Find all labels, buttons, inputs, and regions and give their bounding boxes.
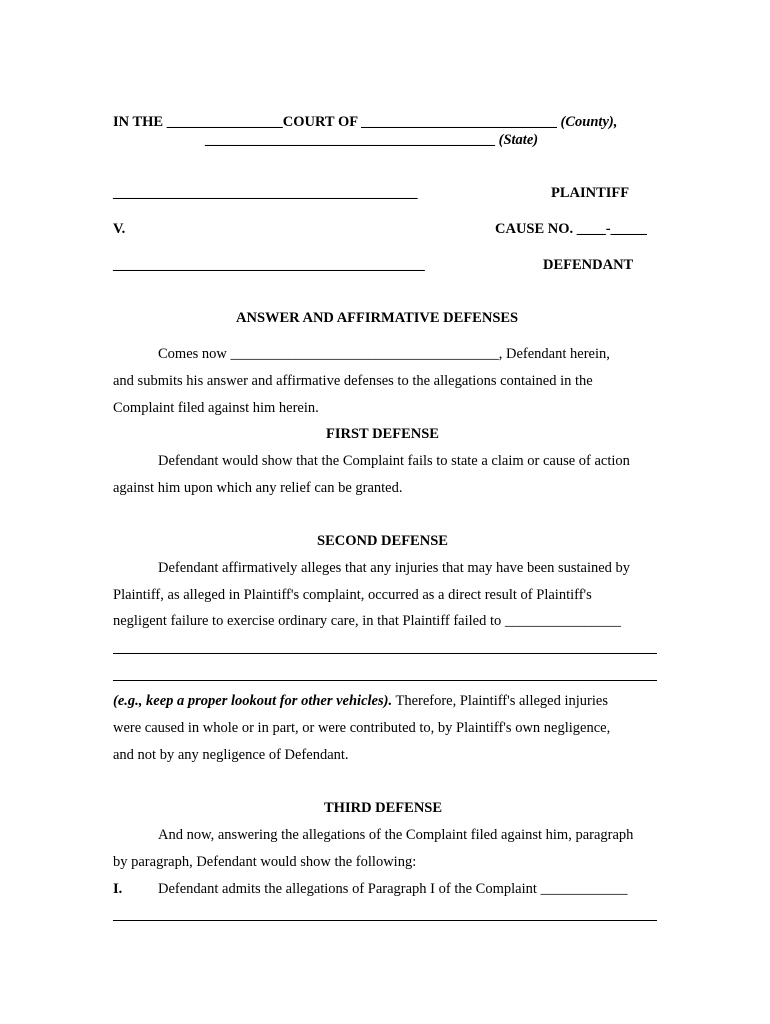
state-caption-line (205, 131, 538, 149)
cause-number: CAUSE NO. ____-_____ (495, 221, 647, 237)
third-defense-line-1: And now, answering the allegations of the Complaint filed against him, paragraph (158, 827, 634, 843)
defendant-label: DEFENDANT (543, 257, 634, 273)
intro-line-1 (158, 345, 610, 363)
comes-now-text: Comes now (158, 346, 231, 362)
defendant-name-blank-inline: _____________________________________, (230, 346, 503, 362)
county-label: (County), (560, 114, 618, 130)
third-defense-heading: THIRD DEFENSE (324, 800, 443, 816)
second-defense-line-1: Defendant affirmatively alleges that any injuries that may have been sustained by (158, 560, 631, 576)
paragraph-i-text: Defendant admits the allegations of Paragraph I of the Complaint ____________ (158, 881, 628, 897)
blank-fill-line (113, 680, 657, 681)
court-caption-text: IN THE ________________COURT OF ___________________________ (113, 114, 561, 130)
blank-fill-line (113, 920, 657, 921)
state-label: (State) (498, 132, 539, 148)
second-defense-line-3: negligent failure to exercise ordinary care, in that Plaintiff failed to ________________ (113, 613, 621, 629)
intro-line-3: Complaint filed against him herein. (113, 400, 319, 416)
versus-label: V. (113, 221, 126, 237)
third-defense-line-2: by paragraph, Defendant would show the following: (113, 854, 417, 870)
first-defense-line-1: Defendant would show that the Complaint fails to state a claim or cause of action (158, 453, 630, 469)
second-defense-line-6: and not by any negligence of Defendant. (113, 747, 349, 763)
defendant-herein-text: Defendant herein, (502, 346, 610, 362)
therefore-text: Therefore, Plaintiff's alleged injuries (392, 693, 608, 709)
paragraph-number: I. (113, 881, 123, 897)
first-defense-line-2: against him upon which any relief can be granted. (113, 480, 403, 496)
example-text: (e.g., keep a proper lookout for other vehicles). (113, 693, 393, 709)
defendant-name-blank: ___________________________________________ (113, 257, 425, 273)
second-defense-heading: SECOND DEFENSE (317, 533, 448, 549)
court-caption-line (113, 113, 617, 131)
plaintiff-name-blank: __________________________________________ (113, 185, 418, 201)
plaintiff-label: PLAINTIFF (551, 185, 630, 201)
first-defense-heading: FIRST DEFENSE (326, 426, 439, 442)
document-title: ANSWER AND AFFIRMATIVE DEFENSES (236, 310, 519, 326)
second-defense-line-2: Plaintiff, as alleged in Plaintiff's complaint, occurred as a direct result of Plaintiff's (113, 587, 592, 603)
intro-line-2: and submits his answer and affirmative defenses to the allegations contained in the (113, 373, 593, 389)
blank-fill-line (113, 653, 657, 654)
second-defense-line-4 (113, 692, 608, 710)
state-blank: ________________________________________ (205, 132, 499, 148)
second-defense-line-5: were caused in whole or in part, or were contributed to, by Plaintiff's own negligence, (113, 720, 611, 736)
